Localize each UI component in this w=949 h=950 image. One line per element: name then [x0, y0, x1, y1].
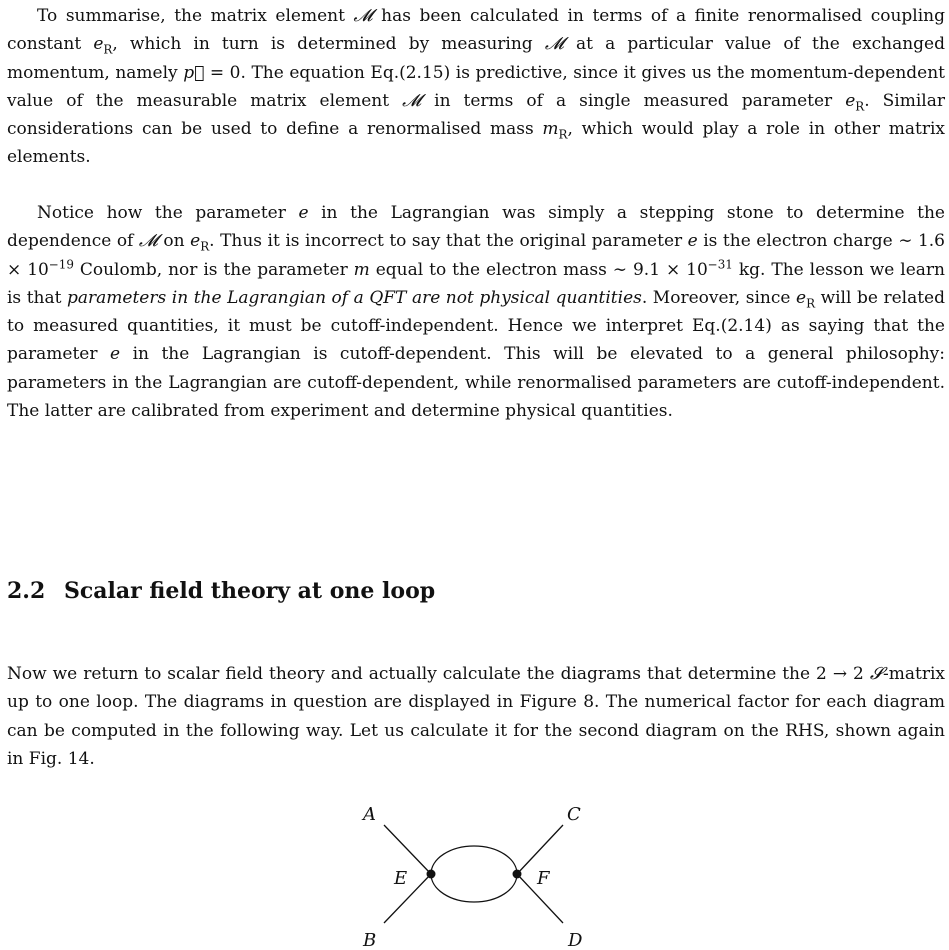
feynman-diagram	[340, 802, 600, 950]
label-e: E	[394, 868, 408, 889]
subscript: R	[855, 99, 865, 114]
label-a: A	[363, 804, 376, 825]
inline-math: e	[93, 34, 104, 55]
subscript: R	[558, 127, 568, 142]
inline-math: m	[542, 119, 559, 140]
inline-math: 𝓜	[402, 90, 422, 111]
label-f: F	[537, 868, 550, 889]
label-c: C	[567, 804, 581, 825]
label-b: B	[363, 930, 377, 950]
inline-math: m	[353, 259, 370, 280]
paragraph-renormalised-coupling: To summarise, the matrix element 𝓜 has been calculated in terms of a finite renormalised coupling constant $e_R$, which in turn is determined by measuring 𝓜 at a particular value of the exchanged momentum, namely p⃗ = 0. The equation Eq.(2.15) is predictive, since it gives us the momentum-dependent value of the measurable matrix element 𝓜 in terms of a single measured parameter $e_R$. Similar considerations can be used to define a renormalised mass $m_R$, which would play a role in other matrix elements.	[7, 6, 946, 168]
paragraph-scalar-field-intro: Now we return to scalar field theory and actually calculate the diagrams that determine the 2 → 2 𝓢-matrix up to one loop. The diagrams in question are displayed in Figure 8. The numerical factor for each diagram can be computed in the following way. Let us calculate it for the second diagram on the RHS, shown again in Fig. 14.	[7, 664, 945, 769]
section-number: 2.2	[7, 578, 46, 604]
inline-math: 𝓜	[138, 231, 158, 252]
superscript: −31	[707, 256, 733, 271]
label-d: D	[568, 930, 583, 950]
inline-math: e	[687, 231, 698, 252]
inline-math: 𝓜	[544, 34, 564, 55]
paragraph-lagrangian-parameters: Notice how the parameter e in the Lagrangian was simply a stepping stone to determine the dependence of 𝓜 on $e_R$. Thus it is incorrect to say that the original parameter e is the electron charge ∼ $1.6 \times 10^{-19}$ Coulomb, nor is the parameter m equal to the electron mass ∼ $9.1 \times 10^{-31}$ kg. The lesson we learn is that parameters in the Lagrangian of a QFT are not physical quantities. Moreover, since $e_R$ will be related to measured quantities, it must be cutoff-independent. Hence we interpret Eq.(2.14) as saying that the parameter e in the Lagrangian is cutoff-dependent. This will be elevated to a general philosophy: parameters in the Lagrangian are cutoff-dependent, while renormalised parameters are cutoff-independent. The latter are calibrated from experiment and determine physical quantities.	[7, 203, 946, 422]
inline-math: e	[845, 90, 856, 111]
external-line-c	[517, 825, 563, 874]
inline-math: e	[110, 344, 121, 365]
vertex-f	[513, 870, 522, 879]
superscript: −19	[48, 256, 74, 271]
vertex-e	[427, 870, 436, 879]
external-line-b	[384, 874, 431, 923]
external-line-a	[384, 825, 431, 874]
inline-math: e	[796, 287, 807, 308]
loop	[431, 846, 517, 902]
inline-math: 𝓜	[353, 6, 373, 26]
inline-math: 𝓢	[869, 664, 884, 684]
emphasis: parameters in the Lagrangian of a QFT are not physical quantities	[67, 287, 642, 308]
subscript: R	[200, 239, 210, 254]
subscript: R	[103, 42, 113, 57]
section-title: Scalar field theory at one loop	[64, 578, 436, 604]
inline-math: e	[190, 231, 201, 252]
inline-math: e	[298, 203, 309, 223]
subscript: R	[806, 296, 816, 311]
feynman-diagram-figure	[340, 802, 600, 950]
inline-math: p⃗	[183, 62, 205, 83]
section-heading	[7, 578, 435, 604]
